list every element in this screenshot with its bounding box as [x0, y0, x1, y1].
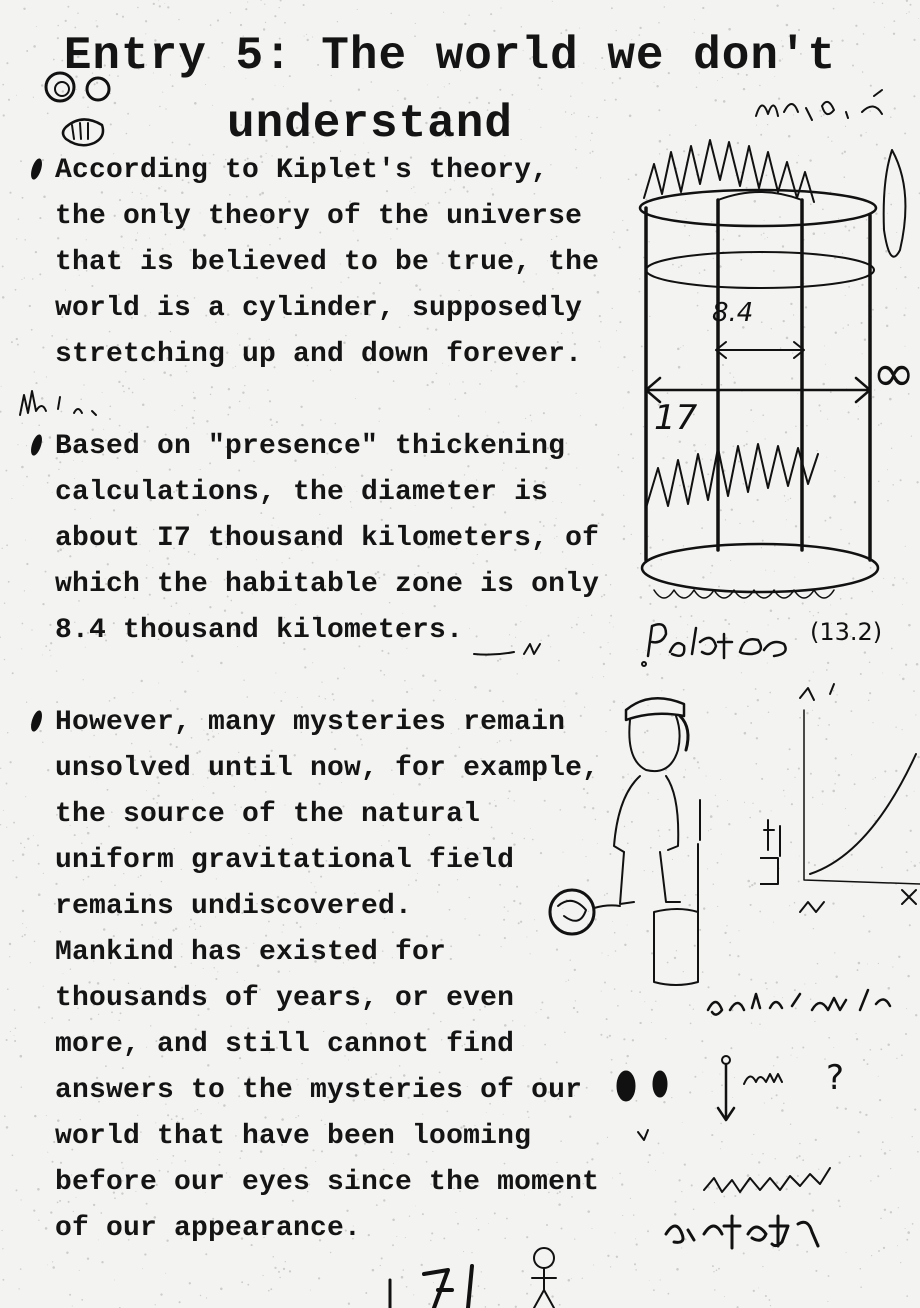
text-line: calculations, the diameter is: [55, 477, 549, 508]
paragraph-cylinder-theory: [32, 148, 599, 378]
scribble-margin: [14, 385, 114, 425]
text-line: uniform gravitational field: [55, 845, 515, 876]
text-line: which the habitable zone is only: [55, 569, 600, 600]
face-doodle: [40, 65, 120, 155]
text-line: According to Kiplet's theory,: [55, 155, 549, 186]
scribble-bottom: [660, 1160, 890, 1260]
text-line: more, and still cannot find: [55, 1029, 515, 1060]
title-line-2: understand: [226, 98, 514, 150]
text-line: that is believed to be true, the: [55, 247, 600, 278]
text-line: thousands of years, or even: [55, 983, 515, 1014]
graph-doodle: [760, 680, 920, 920]
text-line: Based on "presence" thickening: [55, 431, 566, 462]
bullet-mark: [29, 709, 44, 733]
scribble-top: [750, 82, 900, 132]
scribble-note: [640, 612, 810, 672]
text-line: the source of the natural: [55, 799, 481, 830]
scribble-formula: [700, 980, 900, 1030]
scribble-dash: [468, 636, 558, 666]
text-line: Mankind has existed for: [55, 937, 447, 968]
eyes-doodle: [610, 1060, 680, 1150]
arrow-note: [710, 1050, 830, 1130]
diagram-caption: (13.2): [810, 618, 883, 646]
paragraph-mysteries: [32, 700, 599, 1252]
text-line: However, many mysteries remain: [55, 707, 566, 738]
text-line: of our appearance.: [55, 1213, 362, 1244]
outer-diameter-label: 17: [654, 398, 698, 438]
text-line: remains undiscovered.: [55, 891, 413, 922]
text-line: about I7 thousand kilometers, of: [55, 523, 600, 554]
infinity-label: ∞: [872, 344, 916, 404]
title-line-1: Entry 5: The world we don't: [63, 30, 837, 82]
text-line: stretching up and down forever.: [55, 339, 583, 370]
page-number-doodle: [380, 1240, 580, 1308]
bullet-mark: [29, 433, 44, 457]
text-line: world that have been looming: [55, 1121, 532, 1152]
bullet-mark: [29, 157, 44, 181]
text-line: 8.4 thousand kilometers.: [55, 615, 464, 646]
text-line: answers to the mysteries of our: [55, 1075, 583, 1106]
text-line: world is a cylinder, supposedly: [55, 293, 583, 324]
text-line: unsolved until now, for example,: [55, 753, 600, 784]
text-line: the only theory of the universe: [55, 201, 583, 232]
text-line: before our eyes since the moment: [55, 1167, 600, 1198]
paragraph-diameter: [32, 424, 599, 654]
question-mark: ?: [826, 1058, 845, 1098]
inner-diameter-label: 8.4: [712, 298, 754, 328]
character-doodle: [540, 680, 740, 1000]
